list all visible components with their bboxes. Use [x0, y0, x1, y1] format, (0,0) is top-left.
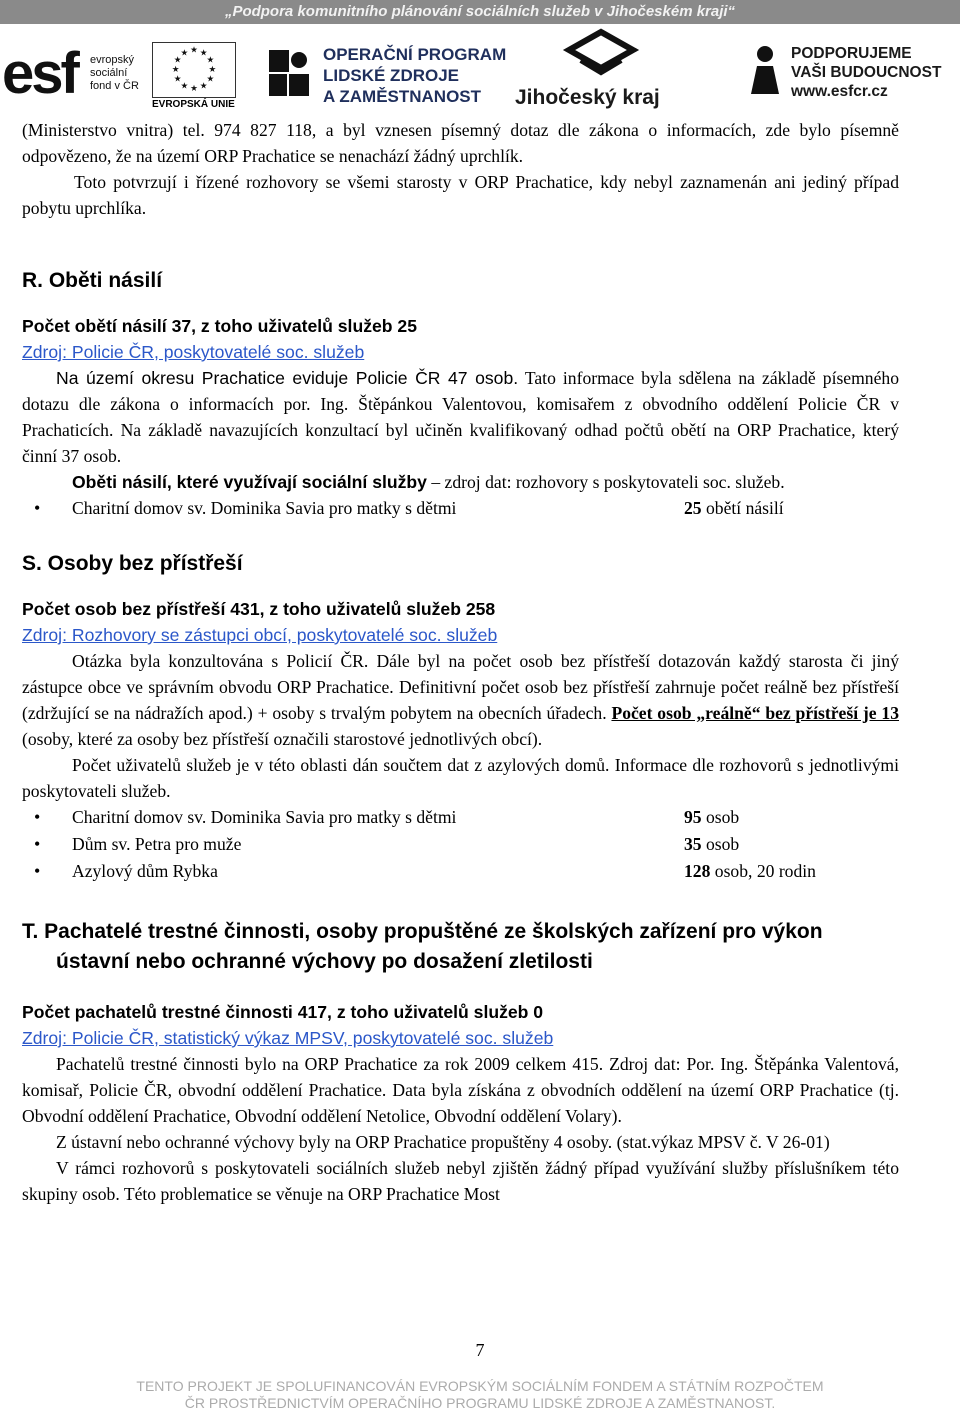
document-body — [22, 117, 899, 1207]
section-t-paragraph-1: Pachatelů trestné činnosti bylo na ORP Prachatice za rok 2009 celkem 415. Zdroj dat: Por. Ing. Štěpánka Valentová, komisař, Policie ČR, obvodní oddělení Prachatice. Data byla získána z obvodních oddělení na území ORP Prachatice (tj. Obvodní oddělení Prachatice, Obvodní oddělení Netolice, Obvodní oddělení Volary). — [22, 1054, 899, 1126]
list-item: • Azylový dům Rybka 128 osob, 20 rodin — [22, 858, 899, 885]
kraj-emblem-icon — [559, 28, 643, 84]
svg-text:★: ★ — [173, 74, 182, 85]
op-lzz-logo — [265, 40, 515, 112]
list-item: • Charitní domov sv. Dominika Savia pro matky s dětmi 25 obětí násilí — [22, 495, 899, 522]
section-s-list — [22, 804, 899, 885]
jihocesky-kraj-logo — [515, 28, 695, 112]
intro-paragraph-2: Toto potvrzují i řízené rozhovory se všemi starosty v ORP Prachatice, kdy nebyl zaznamenán ani jediný případ pobytu uprchlíka. — [22, 172, 899, 218]
eu-caption: EVROPSKÁ UNIE — [152, 99, 235, 110]
section-r-paragraph-2: Oběti násilí, které využívají sociální služby – zdroj dat: rozhovory s poskytovateli soc. služeb. — [72, 472, 785, 492]
section-t-source[interactable] — [22, 1025, 899, 1051]
svg-text:★: ★ — [190, 84, 198, 95]
esf-logo — [0, 42, 150, 114]
footer-line-1: TENTO PROJEKT JE SPOLUFINANCOVÁN EVROPSKÝM SOCIÁLNÍM FONDEM A STÁTNÍM ROZPOČTEM — [136, 1378, 824, 1394]
section-t-source-link[interactable]: Zdroj: Policie ČR, statistický výkaz MPSV, poskytovatelé soc. služeb — [22, 1028, 554, 1048]
podporujeme-logo — [745, 40, 960, 112]
section-t-paragraph-3: V rámci rozhovorů s poskytovateli sociálních služeb nebyl zjištěn žádný případ využívání služby příslušníkem této skupiny osob. Této problematice se věnuje na ORP Prachatice Most — [22, 1158, 899, 1204]
svg-text:★: ★ — [180, 48, 189, 59]
op-lzz-text: OPERAČNÍ PROGRAM LIDSKÉ ZDROJE A ZAMĚSTNANOST — [323, 45, 507, 106]
header-banner: „Podpora komunitního plánování sociálních služeb v Jihočeském kraji“ — [0, 0, 960, 24]
svg-text:★: ★ — [190, 45, 198, 56]
esf-caption: evropský sociální fond v ČR — [90, 54, 139, 92]
list-item: • Charitní domov sv. Dominika Savia pro matky s dětmi 95 osob — [22, 804, 899, 831]
section-t-heading: T. Pachatelé trestné činnosti, osoby propuštěné ze školských zařízení pro výkon ústavní nebo ochranné výchovy po dosažení zletilosti — [22, 920, 823, 973]
section-r-list — [22, 495, 899, 522]
intro-paragraph-1: (Ministerstvo vnitra) tel. 974 827 118, a byl vznesen písemný dotaz dle zákona o informacích, zde bylo písemně odpovězeno, že na území ORP Prachatice se nenachází žádný uprchlík. — [22, 120, 899, 166]
eu-logo — [150, 42, 240, 114]
footer — [0, 1378, 960, 1412]
svg-text:★: ★ — [199, 48, 208, 59]
section-s-heading: S. Osoby bez přístřeší — [22, 552, 243, 575]
person-icon — [745, 44, 785, 96]
section-r-paragraph-1: Na území okresu Prachatice eviduje Policie ČR 47 osob. Tato informace byla sdělena na základě písemného dotazu dle zákona o informacích por. Ing. Štěpánkou Valentovou, komisařem z obvodního oddělení Policie ČR v Prachaticích. Na základě navazujících konzultací byl učiněn kvalifikovaný odhad počtů obětí na ORP Prachatice, který činní 37 osob. — [22, 368, 899, 466]
svg-text:★: ★ — [206, 55, 215, 66]
page-number: 7 — [475, 1340, 485, 1360]
section-r-source-link[interactable]: Zdroj: Policie ČR, poskytovatelé soc. služeb — [22, 342, 365, 362]
section-s-paragraph-2: Počet uživatelů služeb je v této oblasti dán součtem dat z azylových domů. Informace dle rozhovorů s jednotlivými poskytovateli služeb. — [22, 755, 899, 801]
section-s-count: Počet osob bez přístřeší 431, z toho uživatelů služeb 258 — [22, 599, 496, 619]
section-s-source[interactable] — [22, 622, 899, 648]
svg-text:★: ★ — [206, 74, 215, 85]
op-puzzle-icon — [265, 44, 315, 104]
logo-strip — [0, 24, 960, 114]
svg-text:★: ★ — [180, 81, 189, 92]
footer-line-2: ČR PROSTŘEDNICTVÍM OPERAČNÍHO PROGRAMU LIDSKÉ ZDROJE A ZAMĚSTNANOST. — [184, 1395, 776, 1411]
section-s-source-link[interactable]: Zdroj: Rozhovory se zástupci obcí, poskytovatelé soc. služeb — [22, 625, 498, 645]
kraj-text: Jihočeský kraj — [515, 86, 660, 109]
section-r-count: Počet obětí násilí 37, z toho uživatelů služeb 25 — [22, 316, 417, 336]
svg-text:★: ★ — [199, 81, 208, 92]
section-r-heading: R. Oběti násilí — [22, 269, 163, 292]
svg-text:★: ★ — [173, 55, 182, 66]
eu-flag-icon — [152, 42, 236, 98]
svg-text:★: ★ — [171, 64, 180, 75]
section-t-count: Počet pachatelů trestné činnosti 417, z toho uživatelů služeb 0 — [22, 1002, 544, 1022]
podporujeme-text: PODPORUJEME VAŠI BUDOUCNOST www.esfcr.cz — [791, 45, 942, 100]
section-r-source[interactable] — [22, 339, 899, 365]
section-s-paragraph-1: Otázka byla konzultována s Policií ČR. Dále byl na počet osob bez přístřeší dotazován každý starosta či jiný zástupce obce ve správním obvodu ORP Prachatice. Definitivní počet osob bez přístřeší zahrnuje počet reálně bez přístřeší (zdržující se na nádražích apod.) + osoby s trvalým pobytem na obecních úřadech. Počet osob „reálně“ bez přístřeší je 13 (osoby, které za osoby bez přístřeší označili starostové jednotlivých obcí). — [22, 651, 900, 749]
list-item: • Dům sv. Petra pro muže 35 osob — [22, 831, 899, 858]
section-t-paragraph-2: Z ústavní nebo ochranné výchovy byly na ORP Prachatice propuštěny 4 osoby. (stat.výkaz MPSV č. V 26-01) — [56, 1132, 830, 1152]
esf-wordmark: esf — [2, 41, 77, 106]
svg-text:★: ★ — [208, 64, 217, 75]
